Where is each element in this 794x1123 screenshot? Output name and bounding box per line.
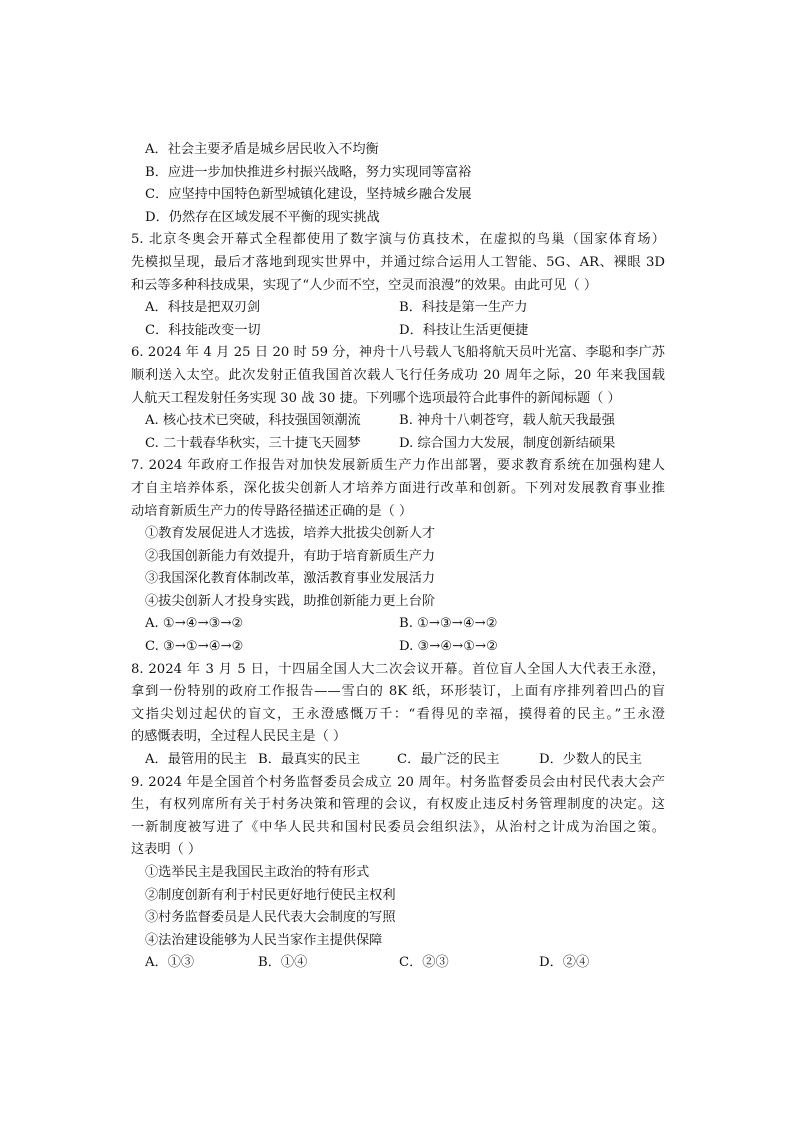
q4-option-d: D．仍然存在区域发展不平衡的现实挑战 <box>145 209 380 225</box>
question-content <box>131 139 665 975</box>
q6-option-a: A. 核心技术已突破，科技强国领潮流 <box>145 413 361 429</box>
q5-stem-line-3: 和云等多种科技成果，实现了“人少而不空，空灵而浪漫”的效果。由此可见（ ） <box>131 277 598 293</box>
q9-options-row <box>131 952 665 975</box>
q8-option-d: D．少数人的民主 <box>539 752 642 768</box>
q6-option-c: C. 二十载春华秋实，三十捷飞天圆梦 <box>145 435 361 451</box>
q6-stem-line-2: 顺利送入太空。此次发射正值我国首次载人飞行任务成功 20 周年之际，20 年来我国载 <box>131 367 665 383</box>
q7-item-1: ①教育发展促进人才选拔，培养大批拔尖创新人才 <box>145 526 436 542</box>
q5-options-row-1 <box>131 297 665 320</box>
q7-stem-line-2: 才自主培养体系，深化拔尖创新人才培养方面进行改革和创新。下列对发展教育事业推 <box>131 480 665 496</box>
q6-stem-line-3: 人航天工程发射任务实现 30 战 30 捷。下列哪个选项最符合此事件的新闻标题（ ） <box>131 390 621 406</box>
q8-options-row <box>131 749 665 772</box>
q7-option-b: B. ①→③→④→② <box>399 616 498 632</box>
q7-option-d: D. ③→④→①→② <box>399 639 498 655</box>
q7-options-row-2 <box>131 636 665 659</box>
q4-option-a: A．社会主要矛盾是城乡居民收入不均衡 <box>145 142 379 157</box>
q8-option-c: C．最广泛的民主 <box>397 752 500 768</box>
q8-stem-line-2: 拿到一份特别的政府工作报告——雪白的 8K 纸，环形装订，上面有序排列着凹凸的盲 <box>131 684 665 700</box>
q9-item-4: ④法治建设能够为人民当家作主提供保障 <box>145 932 383 948</box>
q7-item-3: ③我国深化教育体制改革，激活教育事业发展活力 <box>145 571 436 587</box>
q9-option-b: B．①④ <box>258 955 308 971</box>
q9-option-c: C．②③ <box>399 955 449 971</box>
q5-stem-line-2: 先模拟呈现，最后才落地到现实世界中，并通过综合运用人工智能、5G、AR、裸眼 3D <box>131 254 665 270</box>
q7-item-2: ②我国创新能力有效提升，有助于培育新质生产力 <box>145 548 436 564</box>
q9-stem-line-1: 9. 2024 年是全国首个村务监督委员会成立 20 周年。村务监督委员会由村民代表大会产 <box>131 774 665 790</box>
q7-option-a: A. ①→④→③→② <box>145 616 244 632</box>
q6-option-b: B. 神舟十八刺苍穹，载人航天我最强 <box>399 413 615 429</box>
q4-option-c: C．应坚持中国特色新型城镇化建设，坚持城乡融合发展 <box>145 187 472 203</box>
q9-stem-line-4: 这表明（ ） <box>131 842 202 858</box>
q9-stem-line-2: 生，有权列席所有关于村务决策和管理的会议，有权废止违反村务管理制度的决定。这 <box>131 797 665 813</box>
q9-item-1: ①选举民主是我国民主政治的特有形式 <box>145 865 370 880</box>
q6-options-row-1 <box>131 410 665 433</box>
q8-option-b: B．最真实的民主 <box>258 752 361 768</box>
q8-stem-line-3: 文指尖划过起伏的盲文，王永澄感慨万千：“看得见的幸福，摸得着的民主。”王永澄 <box>131 706 665 722</box>
q7-item-4: ④拔尖创新人才投身实践，助推创新能力更上台阶 <box>145 593 436 609</box>
q7-stem-line-1: 7. 2024 年政府工作报告对加快发展新质生产力作出部署，要求教育系统在加强构建人 <box>131 458 665 474</box>
q5-options-row-2 <box>131 320 665 343</box>
q5-option-c: C．科技能改变一切 <box>145 322 261 338</box>
q8-stem-line-4: 的感慨表明，全过程人民民主是（ ） <box>131 729 347 745</box>
q7-option-c: C. ③→①→④→② <box>145 639 244 655</box>
q5-stem-line-1: 5. 北京冬奥会开幕式全程都使用了数字演与仿真技术，在虚拟的鸟巢（国家体育场） <box>131 232 665 248</box>
q9-item-3: ③村务监督委员是人民代表大会制度的写照 <box>145 910 396 926</box>
q9-option-a: A．①③ <box>145 955 195 971</box>
q9-item-2: ②制度创新有利于村民更好地行使民主权利 <box>145 887 396 903</box>
q5-option-d: D．科技让生活更便捷 <box>399 322 529 338</box>
q7-options-row-1 <box>131 613 665 636</box>
q8-stem-line-1: 8. 2024 年 3 月 5 日，十四届全国人大二次会议开幕。首位盲人全国人大代表王永澄， <box>131 661 665 677</box>
q7-stem-line-3: 动培育新质生产力的传导路径描述正确的是（ ） <box>131 503 413 519</box>
q6-stem-line-1: 6. 2024 年 4 月 25 日 20 时 59 分，神舟十八号载人飞船将航天员叶光富、李聪和李广苏 <box>131 345 665 361</box>
q8-option-a: A．最管用的民主 <box>145 752 247 768</box>
q4-option-b: B．应进一步加快推进乡村振兴战略，努力实现同等富裕 <box>145 164 472 180</box>
q6-option-d: D. 综合国力大发展，制度创新结硕果 <box>399 435 616 451</box>
q6-options-row-2 <box>131 433 665 456</box>
q9-stem-line-3: 一新制度被写进了《中华人民共和国村民委员会组织法》，从治村之计成为治国之策。 <box>131 819 665 835</box>
q5-option-a: A．科技是把双刃剑 <box>145 300 261 316</box>
q5-option-b: B．科技是第一生产力 <box>399 300 528 316</box>
q9-option-d: D．②④ <box>539 955 590 971</box>
